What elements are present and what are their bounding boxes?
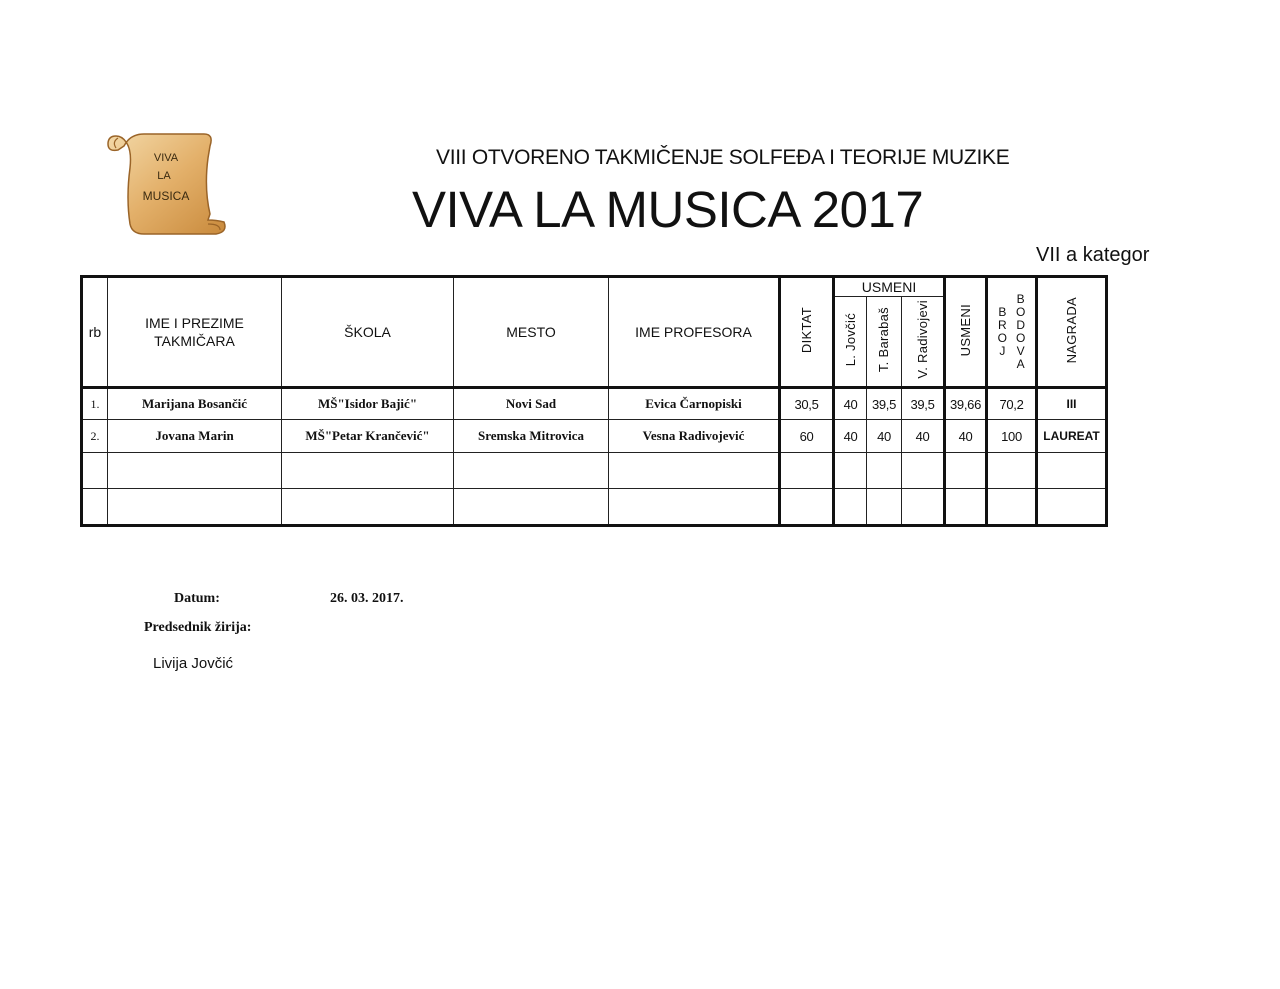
datum-label: Datum: [174, 591, 220, 606]
broj-letter: O [997, 331, 1007, 345]
cell-rb: 2. [82, 420, 108, 453]
bodova-letters [1016, 293, 1025, 371]
bodova-letter: B [1016, 292, 1025, 306]
cell-mesto: Sremska Mitrovica [454, 420, 609, 453]
cell-diktat: 30,5 [780, 388, 834, 420]
header-ime: IME I PREZIME TAKMIČARA [108, 277, 282, 388]
table-row-empty [82, 453, 1107, 489]
header-usmeni [945, 277, 987, 388]
logo-line-3: MUSICA [142, 189, 190, 203]
logo-line-1: VIVA [153, 152, 179, 164]
broj-letter: R [997, 318, 1007, 332]
cell-skola: MŠ"Petar Krančević" [282, 420, 454, 453]
broj-letter: J [999, 344, 1006, 358]
results-table [80, 275, 1108, 527]
cell-profesor: Vesna Radivojević [609, 420, 780, 453]
header-diktat [780, 277, 834, 388]
broj-letter: B [998, 305, 1007, 319]
cell-diktat: 60 [780, 420, 834, 453]
header-usmeni-group: USMENI [834, 277, 945, 297]
cell-mesto: Novi Sad [454, 388, 609, 420]
header-broj-bodova [987, 277, 1037, 388]
table-row-empty [82, 489, 1107, 526]
cell-usmeni: 40 [945, 420, 987, 453]
table-row [82, 420, 1107, 453]
diktat-label: DIKTAT [798, 306, 814, 354]
cell-juror-1: 40 [834, 420, 867, 453]
header-juror-3 [902, 297, 945, 388]
cell-ime: Jovana Marin [108, 420, 282, 453]
cell-skola: MŠ"Isidor Bajić" [282, 388, 454, 420]
cell-profesor: Evica Čarnopiski [609, 388, 780, 420]
datum-value: 26. 03. 2017. [330, 591, 404, 606]
bodova-letter: O [1016, 331, 1026, 345]
juror-3-label: V. Radivojevi [914, 300, 930, 379]
juror-1-label: L. Jovčić [842, 312, 858, 367]
header-skola: ŠKOLA [282, 277, 454, 388]
cell-nagrada: III [1037, 388, 1107, 420]
cell-juror-2: 39,5 [867, 388, 902, 420]
logo-line-2: LA [157, 170, 171, 182]
header-juror-1 [834, 297, 867, 388]
cell-juror-3: 40 [902, 420, 945, 453]
competition-subtitle: VIII OTVORENO TAKMIČENJE SOLFEĐA I TEORIJE MUZIKE [436, 146, 1010, 169]
bodova-letter: O [1016, 305, 1026, 319]
cell-bodova: 70,2 [987, 388, 1037, 420]
juror-2-label: T. Barabaš [876, 307, 891, 373]
viva-la-musica-logo [104, 128, 230, 238]
header-juror-2 [867, 297, 902, 388]
bodova-letter: V [1016, 344, 1025, 358]
cell-juror-2: 40 [867, 420, 902, 453]
predsednik-label: Predsednik žirija: [144, 620, 252, 635]
page-title: VIVA LA MUSICA 2017 [412, 181, 924, 238]
bodova-letter: D [1016, 318, 1025, 332]
header-mesto: MESTO [454, 277, 609, 388]
category-label: VII a kategor [1036, 244, 1150, 266]
table-row [82, 388, 1107, 420]
header-rb: rb [82, 277, 108, 388]
predsednik-name: Livija Jovčić [153, 655, 234, 672]
cell-nagrada: LAUREAT [1037, 420, 1107, 453]
header-profesor: IME PROFESORA [609, 277, 780, 388]
nagrada-label: NAGRADA [1063, 296, 1079, 364]
broj-letters [998, 306, 1007, 371]
cell-usmeni: 39,66 [945, 388, 987, 420]
cell-juror-1: 40 [834, 388, 867, 420]
bodova-letter: A [1016, 357, 1025, 371]
cell-juror-3: 39,5 [902, 388, 945, 420]
usmeni-label: USMENI [957, 303, 973, 357]
cell-bodova: 100 [987, 420, 1037, 453]
cell-rb: 1. [82, 388, 108, 420]
cell-ime: Marijana Bosančić [108, 388, 282, 420]
header-nagrada [1037, 277, 1107, 388]
